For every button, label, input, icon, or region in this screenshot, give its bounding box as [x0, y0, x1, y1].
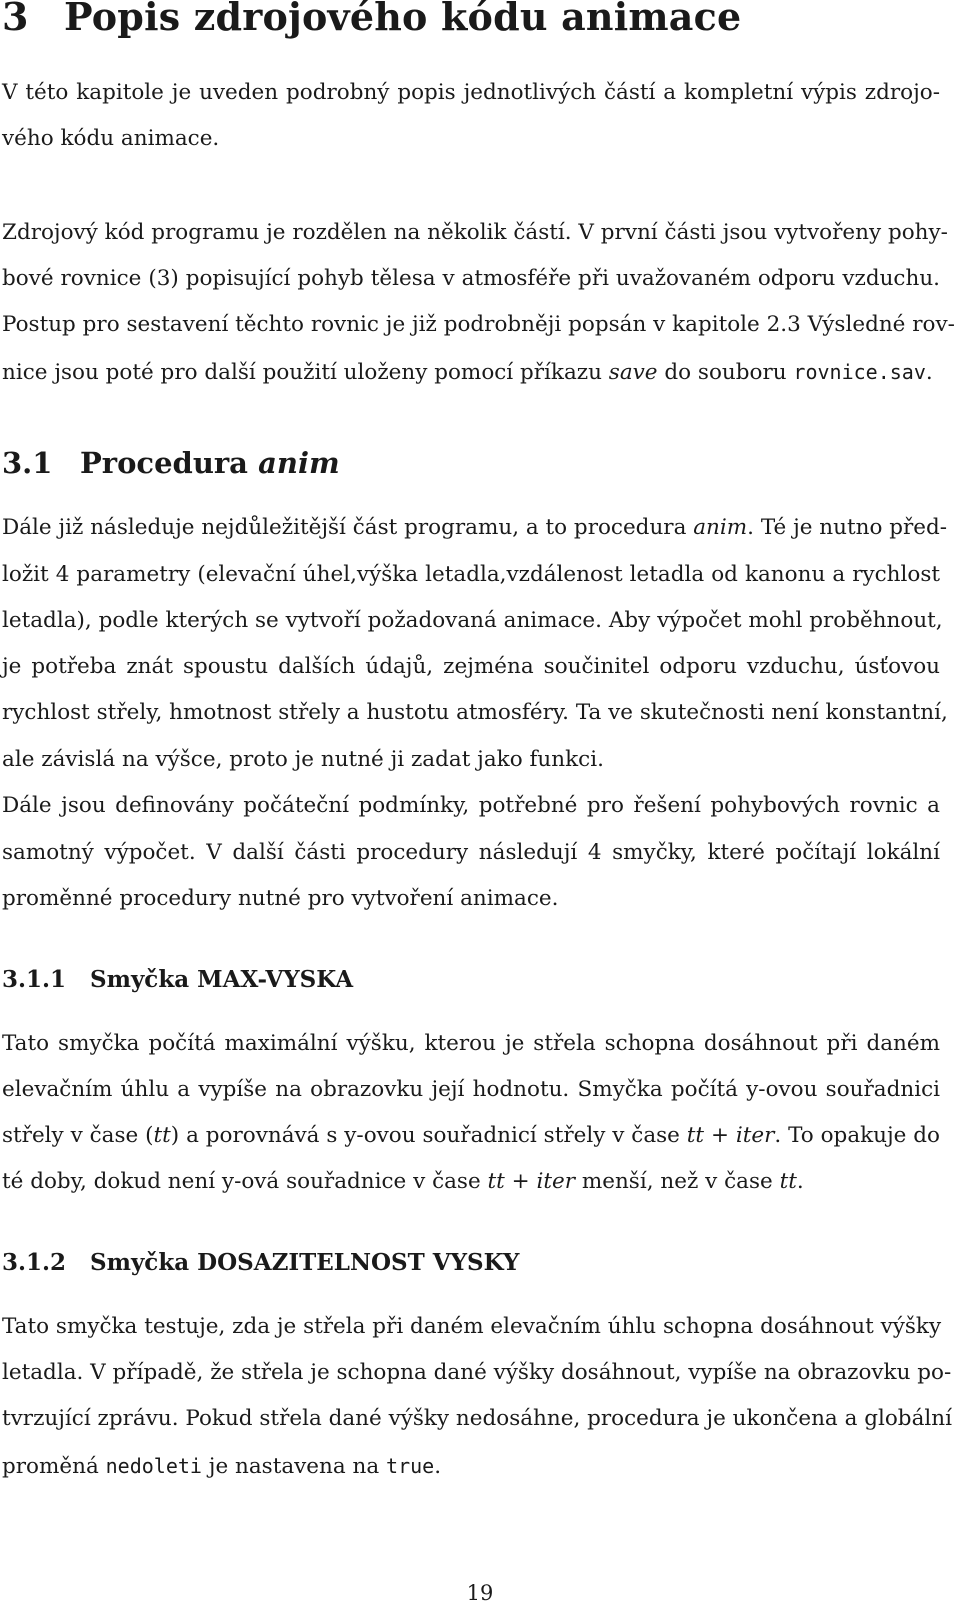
section-3-1-heading [2, 446, 340, 480]
save-command: save [608, 360, 658, 385]
para3-line-9: proměnné procedury nutné pro vytvoření animace. [2, 886, 559, 911]
chapter-heading [2, 0, 741, 39]
para4-line-4: té doby, dokud není y-ová souřadnice v čase tt + iter menší, než v čase tt. [2, 1169, 804, 1194]
para3-line-4: je potřeba znát spoustu dalších údajů, zejména součinitel odporu vzduchu, úsťovou [2, 654, 940, 679]
section-3-1-2-heading [2, 1249, 519, 1276]
variable-value: true [386, 1454, 435, 1478]
section-number: 3.1 [2, 446, 53, 480]
para3-line-2: ložit 4 parametry (elevační úhel,výška letadla,vzdálenost letadla od kanonu a rychlost [2, 562, 940, 587]
para4-line-2: elevačním úhlu a vypíše na obrazovku její hodnotu. Smyčka počítá y-ovou souřadnici [2, 1077, 940, 1102]
chapter-number: 3 [2, 0, 29, 39]
para5-line-3: tvrzující zprávu. Pokud střela dané výšky nedosáhne, procedura je ukončena a globální [2, 1406, 952, 1431]
variable-name: nedoleti [105, 1454, 202, 1478]
page-number: 19 [466, 1581, 494, 1605]
subsection-number: 3.1.2 [2, 1249, 67, 1276]
intro-line-1: V této kapitole je uveden podrobný popis jednotlivých částí a kompletní výpis zdrojo- [2, 80, 940, 105]
intro-line-2: vého kódu animace. [2, 126, 220, 151]
para4-line-1: Tato smyčka počítá maximální výšku, kterou je střela schopna dosáhnout při daném [2, 1031, 940, 1056]
chapter-title: Popis zdrojového kódu animace [64, 0, 742, 39]
para5-line-1: Tato smyčka testuje, zda je střela při daném elevačním úhlu schopna dosáhnout výšky [2, 1314, 942, 1339]
para3-line-6: ale závislá na výšce, proto je nutné ji zadat jako funkci. [2, 747, 604, 772]
para3-line-3: letadla), podle kterých se vytvoří požadovaná animace. Aby výpočet mohl proběhnout, [2, 608, 943, 633]
para3-line-7: Dále jsou definovány počáteční podmínky, potřebné pro řešení pohybových rovnic a [2, 793, 940, 818]
file-name: rovnice.sav [793, 360, 926, 384]
para2-line-1: Zdrojový kód programu je rozdělen na několik částí. V první části jsou vytvořeny pohy- [2, 220, 948, 245]
para2-line-2: bové rovnice (3) popisující pohyb tělesa v atmosféře při uvažovaném odporu vzduchu. [2, 266, 940, 291]
para2-line-3: Postup pro sestavení těchto rovnic je již podrobněji popsán v kapitole 2.3 Výsledné rov- [2, 312, 955, 337]
para5-line-2: letadla. V případě, že střela je schopna dané výšky dosáhnout, vypíše na obrazovku po- [2, 1360, 952, 1385]
subsection-title: Smyčka MAX-VYSKA [90, 966, 354, 993]
procedure-name: anim [258, 446, 340, 480]
para3-line-8: samotný výpočet. V další části procedury následují 4 smyčky, které počítají lokální [2, 840, 940, 865]
section-title: Procedura [80, 446, 248, 480]
para4-line-3: střely v čase (tt) a porovnává s y-ovou souřadnicí střely v čase tt + iter. To opakuje do [2, 1123, 940, 1148]
subsection-number: 3.1.1 [2, 966, 67, 993]
para3-line-1: Dále již následuje nejdůležitější část programu, a to procedura anim. Té je nutno před- [2, 515, 948, 540]
para2-line-4: nice jsou poté pro další použití uloženy pomocí příkazu save do souboru rovnice.sav. [2, 360, 933, 385]
section-3-1-1-heading [2, 966, 353, 993]
para5-line-4: proměná nedoleti je nastavena na true. [2, 1454, 442, 1479]
subsection-title: Smyčka DOSAZITELNOST VYSKY [90, 1249, 520, 1276]
para3-line-5: rychlost střely, hmotnost střely a hustotu atmosféry. Ta ve skutečnosti není konstantní, [2, 700, 948, 725]
